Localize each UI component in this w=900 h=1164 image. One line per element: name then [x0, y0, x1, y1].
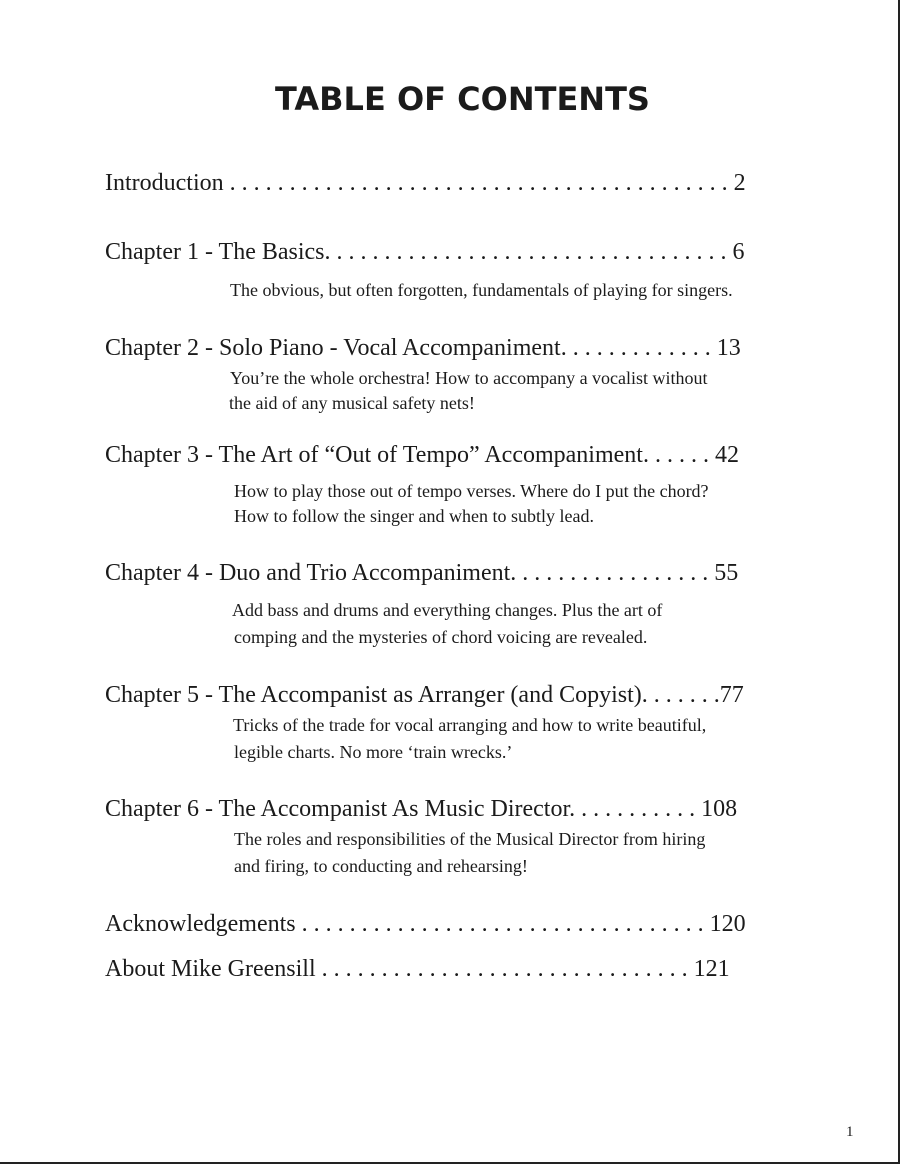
toc-entry-chapter-6[interactable]: Chapter 6 - The Accompanist As Music Director. . . . . . . . . . . 108 — [105, 796, 738, 822]
toc-entry-introduction[interactable]: Introduction . . . . . . . . . . . . . . . . . . . . . . . . . . . . . . . . . . . . . . . . . . 2 — [105, 170, 746, 196]
toc-description-chapter-2-line-2: the aid of any musical safety nets! — [229, 393, 475, 413]
page-number: 1 — [846, 1124, 854, 1140]
toc-entry-chapter-2[interactable]: Chapter 2 - Solo Piano - Vocal Accompaniment. . . . . . . . . . . . . 13 — [105, 335, 741, 361]
toc-description-chapter-2-line-1: You’re the whole orchestra! How to accompany a vocalist without — [230, 368, 708, 388]
page-title: TABLE OF CONTENTS — [275, 80, 650, 118]
toc-description-chapter-6-line-2: and firing, to conducting and rehearsing! — [234, 856, 528, 876]
toc-description-chapter-3-line-1: How to play those out of tempo verses. Where do I put the chord? — [234, 481, 709, 501]
toc-entry-chapter-5[interactable]: Chapter 5 - The Accompanist as Arranger (and Copyist). . . . . . .77 — [105, 682, 744, 708]
toc-entry-chapter-1[interactable]: Chapter 1 - The Basics. . . . . . . . . . . . . . . . . . . . . . . . . . . . . . . . . . 6 — [105, 239, 745, 265]
toc-description-chapter-4-line-1: Add bass and drums and everything changes. Plus the art of — [232, 600, 663, 620]
toc-description-chapter-1-line-1: The obvious, but often forgotten, fundamentals of playing for singers. — [230, 280, 733, 300]
toc-description-chapter-5-line-2: legible charts. No more ‘train wrecks.’ — [234, 742, 513, 762]
toc-description-chapter-3-line-2: How to follow the singer and when to subtly lead. — [234, 506, 594, 526]
toc-description-chapter-5-line-1: Tricks of the trade for vocal arranging and how to write beautiful, — [233, 715, 707, 735]
toc-entry-about-author[interactable]: About Mike Greensill . . . . . . . . . . . . . . . . . . . . . . . . . . . . . . . 121 — [105, 956, 730, 982]
toc-entry-acknowledgements[interactable]: Acknowledgements . . . . . . . . . . . . . . . . . . . . . . . . . . . . . . . . . . 120 — [105, 911, 746, 937]
toc-description-chapter-4-line-2: comping and the mysteries of chord voicing are revealed. — [234, 627, 648, 647]
toc-entry-chapter-4[interactable]: Chapter 4 - Duo and Trio Accompaniment. . . . . . . . . . . . . . . . . 55 — [105, 560, 739, 586]
toc-description-chapter-6-line-1: The roles and responsibilities of the Musical Director from hiring — [234, 829, 706, 849]
toc-entry-chapter-3[interactable]: Chapter 3 - The Art of “Out of Tempo” Accompaniment. . . . . . 42 — [105, 442, 739, 468]
